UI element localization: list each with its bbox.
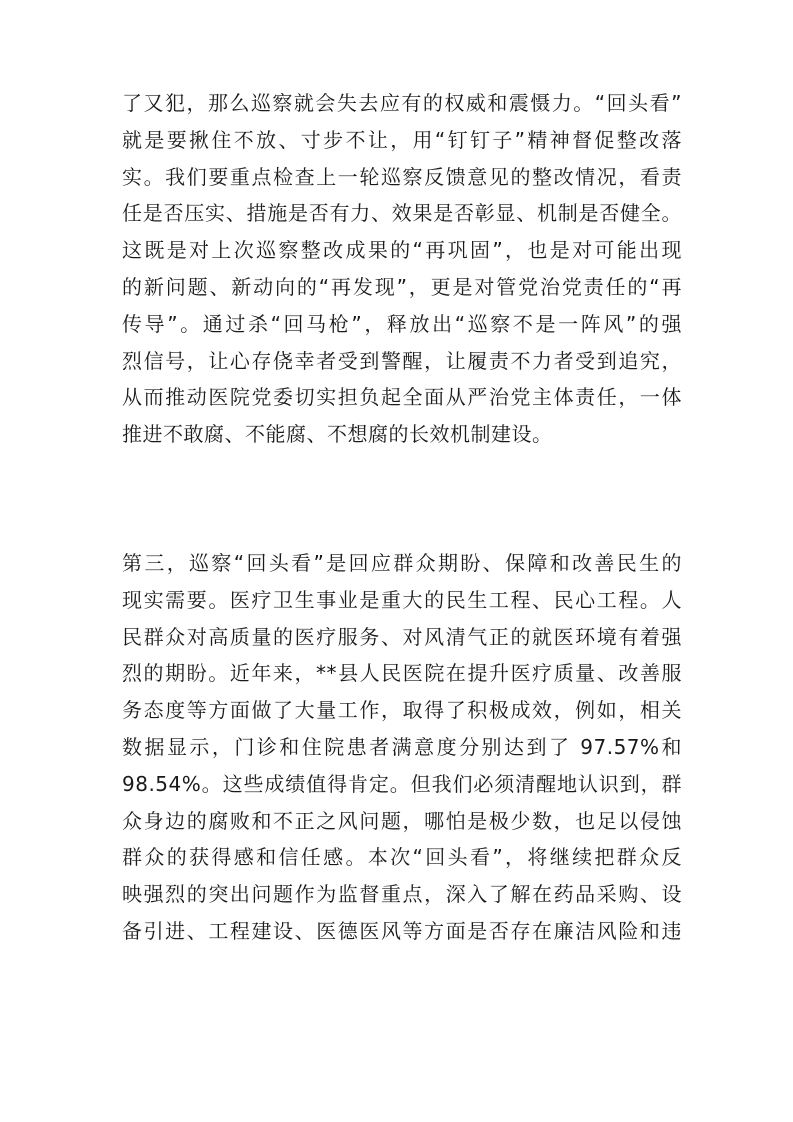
text-line: 了又犯，那么巡察就会失去应有的权威和震慑力。“回头看” xyxy=(122,91,682,115)
paragraph-third-point xyxy=(122,545,682,950)
text-line: 民群众对高质量的医疗服务、对风清气正的就医环境有着强 xyxy=(122,624,682,649)
text-line: 数据显示，门诊和住院患者满意度分别达到了 97.57%和 xyxy=(122,734,682,759)
text-line: 群众的获得感和信任感。本次“回头看”，将继续把群众反 xyxy=(122,845,682,870)
text-line: 烈信号，让心存侥幸者受到警醒，让履责不力者受到追究， xyxy=(122,348,682,373)
text-line: 98.54%。这些成绩值得肯定。但我们必须清醒地认识到，群 xyxy=(122,771,682,796)
text-line: 传导”。通过杀“回马枪”，释放出“巡察不是一阵风”的强 xyxy=(122,311,682,336)
text-line: 从而推动医院党委切实担负起全面从严治党主体责任，一体 xyxy=(122,385,682,410)
text-line: 推进不敢腐、不能腐、不想腐的长效机制建设。 xyxy=(122,422,553,447)
text-line: 烈的期盼。近年来，**县人民医院在提升医疗质量、改善服 xyxy=(122,661,682,686)
text-line: 备引进、工程建设、医德医风等方面是否存在廉洁风险和违 xyxy=(122,918,682,943)
text-line: 第三，巡察“回头看”是回应群众期盼、保障和改善民生的 xyxy=(122,551,682,575)
text-line: 众身边的腐败和不正之风问题，哪怕是极少数，也足以侵蚀 xyxy=(122,808,682,833)
text-line: 这既是对上次巡察整改成果的“再巩固”，也是对可能出现 xyxy=(122,238,682,263)
text-line: 实。我们要重点检查上一轮巡察反馈意见的整改情况，看责 xyxy=(122,164,682,189)
text-line: 现实需要。医疗卫生事业是重大的民生工程、民心工程。人 xyxy=(122,587,682,612)
text-line: 映强烈的突出问题作为监督重点，深入了解在药品采购、设 xyxy=(122,882,682,907)
text-line: 任是否压实、措施是否有力、效果是否彰显、机制是否健全。 xyxy=(122,201,682,226)
paragraph-inspection-review xyxy=(122,85,682,453)
text-line: 务态度等方面做了大量工作，取得了积极成效，例如，相关 xyxy=(122,698,682,723)
text-line: 的新问题、新动向的“再发现”，更是对管党治党责任的“再 xyxy=(122,274,682,299)
text-line: 就是要揪住不放、寸步不让，用“钉钉子”精神督促整改落 xyxy=(122,127,682,152)
